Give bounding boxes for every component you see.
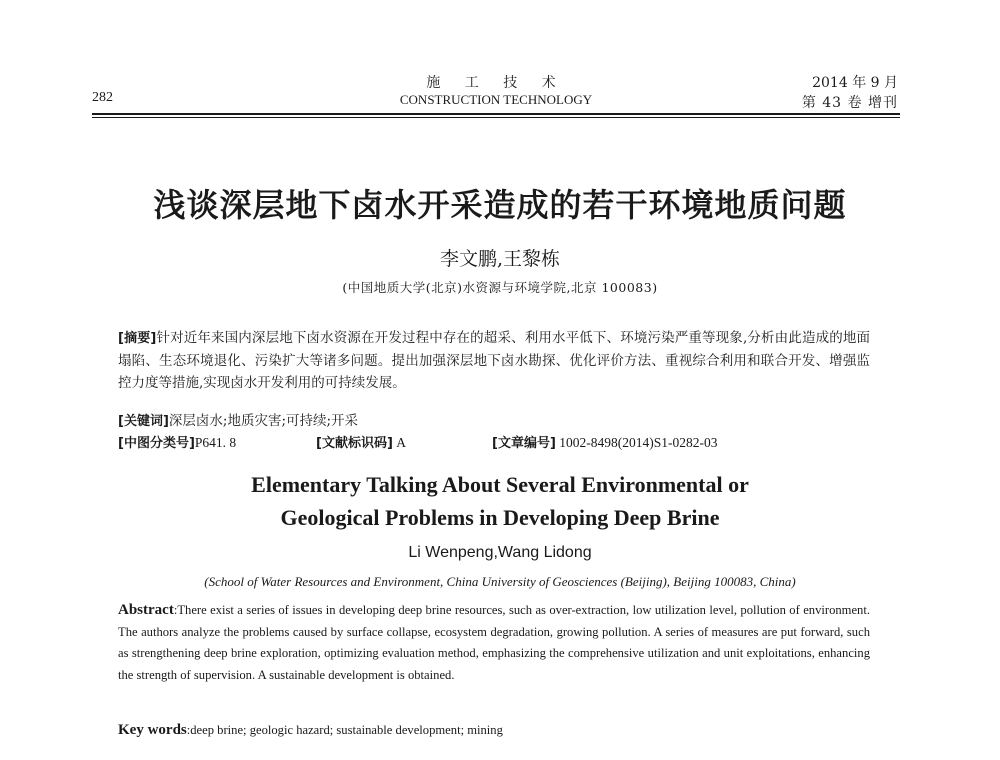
article-title-en bbox=[0, 468, 1000, 534]
authors-cn: 李文鹏,王黎栋 bbox=[439, 248, 561, 270]
article-no-label: [文章编号] bbox=[492, 436, 556, 451]
keywords-cn-text: 深层卤水;地质灾害;可持续;开采 bbox=[168, 413, 359, 429]
issue-date: 2014 年 9 月 bbox=[812, 75, 898, 91]
clc-number bbox=[118, 432, 236, 451]
article-no-value: 1002-8498(2014)S1-0282-03 bbox=[555, 435, 718, 450]
document-code bbox=[316, 432, 406, 451]
keywords-cn-label: [关键词] bbox=[118, 414, 169, 429]
journal-name-cn: 施 工 技 术 bbox=[426, 75, 566, 91]
article-title-cn: 浅谈深层地下卤水开采造成的若干环境地质问题 bbox=[153, 186, 847, 224]
keywords-en-label: Key words bbox=[118, 722, 187, 738]
clc-label: [中图分类号] bbox=[118, 436, 195, 451]
abstract-en-text: :There exist a series of issues in developing deep brine resources, such as over-extraction, low utilization level, pollution of environment. The authors analyze the problems caused by surface collapse, ecosystem degradation, growing pollution. A series of measures are put forward, such as strengthening deep brine exploration, optimizing evaluation method, emphasizing the comprehensive utilization and unit exploitations, enhancing the strength of supervision. A sustainable development is obtained. bbox=[118, 603, 870, 682]
keywords-cn bbox=[118, 409, 870, 429]
header-rule-thin bbox=[92, 117, 900, 118]
abstract-cn bbox=[118, 327, 870, 394]
abstract-en bbox=[118, 600, 870, 686]
authors-en: Li Wenpeng,Wang Lidong bbox=[408, 544, 592, 561]
doc-code-label: [文献标识码] bbox=[316, 436, 393, 451]
header-rule-thick bbox=[92, 113, 900, 115]
page-number: 282 bbox=[92, 90, 113, 105]
issue-volume: 第 43 卷 增刊 bbox=[801, 95, 898, 111]
clc-value: P641. 8 bbox=[194, 435, 237, 450]
affiliation-cn: (中国地质大学(北京)水资源与环境学院,北京 100083) bbox=[342, 280, 658, 295]
keywords-en-text: :deep brine; geologic hazard; sustainable development; mining bbox=[186, 723, 503, 737]
journal-name-en: CONSTRUCTION TECHNOLOGY bbox=[399, 92, 593, 107]
abstract-cn-label: [摘要] bbox=[118, 331, 157, 346]
title-en-line1: Elementary Talking About Several Environmental or bbox=[251, 472, 749, 497]
article-number bbox=[492, 432, 718, 451]
abstract-en-label: Abstract bbox=[118, 602, 174, 618]
affiliation-en: (School of Water Resources and Environment, China University of Geosciences (Beijing), Beijing 100083, China) bbox=[204, 574, 796, 589]
abstract-cn-text: 针对近年来国内深层地下卤水资源在开发过程中存在的超采、利用水平低下、环境污染严重等现象,分析由此造成的地面塌陷、生态环境退化、污染扩大等诸多问题。提出加强深层地下卤水勘探、优化评价方法、重视综合利用和联合开发、增强监控力度等措施,实现卤水开发利用的可持续发展。 bbox=[118, 330, 870, 391]
doc-code-value: A bbox=[392, 435, 407, 450]
keywords-en bbox=[118, 722, 870, 739]
title-en-line2: Geological Problems in Developing Deep Brine bbox=[280, 505, 720, 530]
